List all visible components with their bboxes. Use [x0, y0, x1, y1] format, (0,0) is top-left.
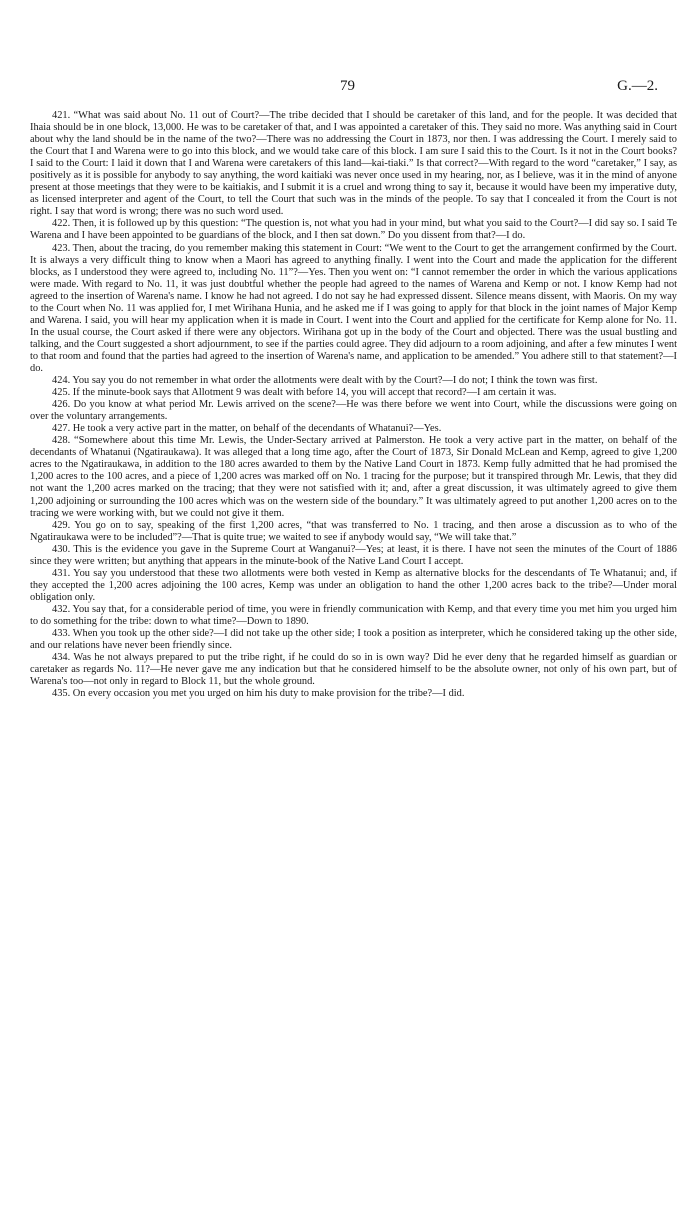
paragraph-427: 427. He took a very active part in the matter, on behalf of the decendants of Whatanui?—Yes. — [52, 423, 442, 435]
paragraph-432: 432. You say that, for a considerable period of time, you were in friendly communication with Kemp, and that every time you met him you urged him to do something for the tribe: down to what time?—Down to 1890. — [30, 603, 677, 627]
paragraph-424: 424. You say you do not remember in what order the allotments were dealt with by the Court?—I do not; I think the town was first. — [52, 375, 598, 387]
paragraph-429: 429. You go on to say, speaking of the first 1,200 acres, “that was transferred to No. 1 tracing, and then arose a discussion as to who of the Ngatiraukawa were to be included”?—That is quite true; we waited to see if anybody would say, “We will take that.” — [30, 519, 677, 543]
paragraph-431: 431. You say you understood that these two allotments were both vested in Kemp as alternative blocks for the descendants of Te Whatanui; and, if they accepted the 1,200 acres adjoining the 100 acres, Kemp was under an obligation to hand the other 1,200 acres back to the tribe?—Under moral obligation only. — [30, 567, 677, 603]
paragraph-433: 433. When you took up the other side?—I did not take up the other side; I took a position as interpreter, which he considered taking up the other side, and our relations have never been friendly since. — [30, 628, 677, 652]
body-text — [30, 110, 677, 700]
paragraph-422: 422. Then, it is followed up by this question: “The question is, not what you had in your mind, but what you said to the Court?—I did say so. I said Te Warena and I have been appointed to be guardians of the block, and I then sat down.” Do you dissent from that?—I do. — [30, 218, 677, 242]
paragraph-428: 428. “Somewhere about this time Mr. Lewis, the Under-Sectary arrived at Palmerston. He took a very active part in the matter, on behalf of the decendants of Whatanui (Ngatiraukawa). It was alleged that a long time ago, after the Court of 1873, Sir Donald McLean and Kemp, agreed to give 1,200 acres to the Ngatiraukawa, in addition to the 180 acres awarded to them by the Native Land Court in 1873. Kemp fully admitted that he had promised the 1,200 acres to the 100 acres, and a piece of 1,200 acres was marked off on No. 1 tracing for the purpose; but it transpired through Mr. Lewis, that they did not want the 1,200 acres marked on the tracing; that they were not satisfied with it; and, after a great discussion, it was ultimately agreed to give them 1,200 adjoining or surrounding the 100 acres which was on the western side of the boundary.” It was ultimately agreed to put another 1,200 acres on to the tracing we were working with, but we could not give it them. — [30, 435, 677, 519]
paragraph-434: 434. Was he not always prepared to put the tribe right, if he could do so in is own way? Did he ever deny that he regarded himself as guardian or caretaker as regards No. 11?—He never gave me any indication but that he considered himself to be the absolute owner, not only of his own part, but of Warena's too—not only in regard to Block 11, but the whole ground. — [30, 652, 677, 688]
paragraph-423: 423. Then, about the tracing, do you remember making this statement in Court: “We went to the Court to get the arrangement confirmed by the Court. It is always a very difficult thing to know when a Maori has agreed to anything finally. I went into the Court and made the application for the different blocks, as I understood they were agreed to, including No. 11”?—Yes. Then you went on: “I cannot remember the order in which the various applications were made. With regard to No. 11, it was just doubtful whether the people had agreed to the names of Warena and Kemp or not. I know Kemp had not agreed to the insertion of Warena's name. I know he had not agreed. I do not say he had expressed dissent. Silence means dissent, with Maoris. On my way to the Court when No. 11 was applied for, I met Wirihana Hunia, and he asked me if I was going to apply for that block in the joint names of Major Kemp and Warena. I said, you will hear my application when it is made in Court. I went into the Court and applied for the certificate for Kemp alone for No. 11. In the usual course, the Court asked if there were any objectors. Wirihana got up in the body of the Court and objected. There was the usual bustling and talking, and the Court suggested a short adjournment, to see if the parties could agree. They did adjourn to a room adjoining, and after a few minutes I went to that room and found that the parties had agreed to the insertion of Warena's name, and application to be amended.” You adhere still to that statement?—I do. — [30, 242, 677, 374]
paragraph-421: 421. “What was said about No. 11 out of Court?—The tribe decided that I should be caretaker of this land, and for the people. It was decided that Ihaia should be in one block, 13,000. He was to be caretaker of that, and I was appointed a caretaker of this. They said no more. Was anything said in Court about why the land should be in the name of the two?—There was no addressing the Court in 1873, nor then. I was addressing the Court. I merely said to the Court that I and Warena were to go into this block, and we would take care of this block. I am sure I said this to the Court. Is it not in the Court books? I said to the Court: I laid it down that I and Warena were caretakers of this land—kai-tiaki.” Is that correct?—With regard to the word “caretaker,” I say, as positively as it is possible for anybody to say anything, the word kaitiaki was never once used in my hearing, nor, as I believe, was it in the mind of anyone present at those meetings that they were to be kaitiakis, and I submit it is a cruel and wrong thing to say it, because it would have been my imperative duty, as licensed interpreter and agent of the Court, to tell the Court that such was in the minds of the people. To say that I concealed it from the Court is not right. I say that word is wrong; there was no such word used. — [30, 110, 677, 218]
paragraph-435: 435. On every occasion you met you urged on him his duty to make provision for the tribe?—I did. — [52, 688, 465, 700]
paragraph-425: 425. If the minute-book says that Allotment 9 was dealt with before 14, you will accept that record?—I am certain it was. — [52, 387, 557, 399]
paragraph-426: 426. Do you know at what period Mr. Lewis arrived on the scene?—He was there before we went into Court, while the discussions were going on over the voluntary arrangements. — [30, 399, 677, 423]
paragraph-430: 430. This is the evidence you gave in the Supreme Court at Wanganui?—Yes; at least, it is there. I have not seen the minutes of the Court of 1886 since they were written; but anything that appears in the minute-book of the Native Land Court I accept. — [30, 543, 677, 567]
page-header — [0, 78, 700, 100]
document-code: G.—2. — [617, 78, 658, 94]
page-number: 79 — [340, 78, 355, 94]
